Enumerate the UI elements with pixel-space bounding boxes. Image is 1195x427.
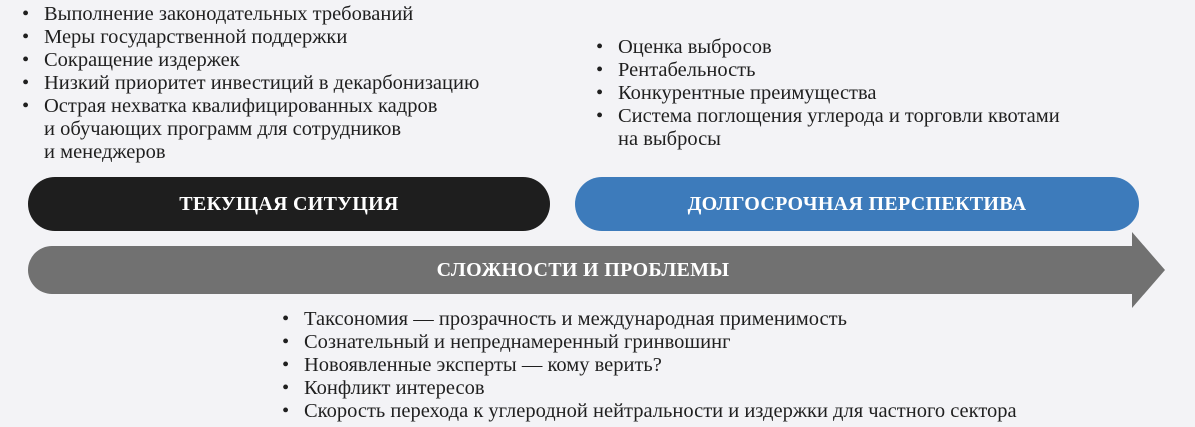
list-item: • Рентабельность	[590, 59, 1150, 82]
list-item: • Острая нехватка квалифицированных кадров и обучающих программ для сотрудников и менеджеров	[16, 95, 576, 164]
list-item: • Меры государственной поддержки	[16, 26, 576, 49]
list-item: • Новоявленные эксперты — кому верить?	[276, 354, 1176, 377]
list-item: • Конкурентные преимущества	[590, 82, 1150, 105]
list-item: • Конфликт интересов	[276, 377, 1176, 400]
list-item: • Сокращение издержек	[16, 49, 576, 72]
list-item: • Система поглощения углерода и торговли квотами на выбросы	[590, 105, 1150, 151]
current-situation-label: ТЕКУЩАЯ СИТУЦИЯ	[179, 192, 399, 215]
list-item: • Скорость перехода к углеродной нейтральности и издержки для частного сектора	[276, 400, 1176, 423]
list-item: • Выполнение законодательных требований	[16, 3, 576, 26]
list-item: • Сознательный и непреднамеренный гринвошинг	[276, 331, 1176, 354]
challenges-label: СЛОЖНОСТИ И ПРОБЛЕМЫ	[436, 258, 730, 281]
list-item: • Таксономия — прозрачность и международная применимость	[276, 308, 1176, 331]
list-item: • Оценка выбросов	[590, 36, 1150, 59]
list-item: • Низкий приоритет инвестиций в декарбонизацию	[16, 72, 576, 95]
long-term-label: ДОЛГОСРОЧНАЯ ПЕРСПЕКТИВА	[687, 192, 1027, 215]
challenges-list	[276, 308, 1176, 423]
